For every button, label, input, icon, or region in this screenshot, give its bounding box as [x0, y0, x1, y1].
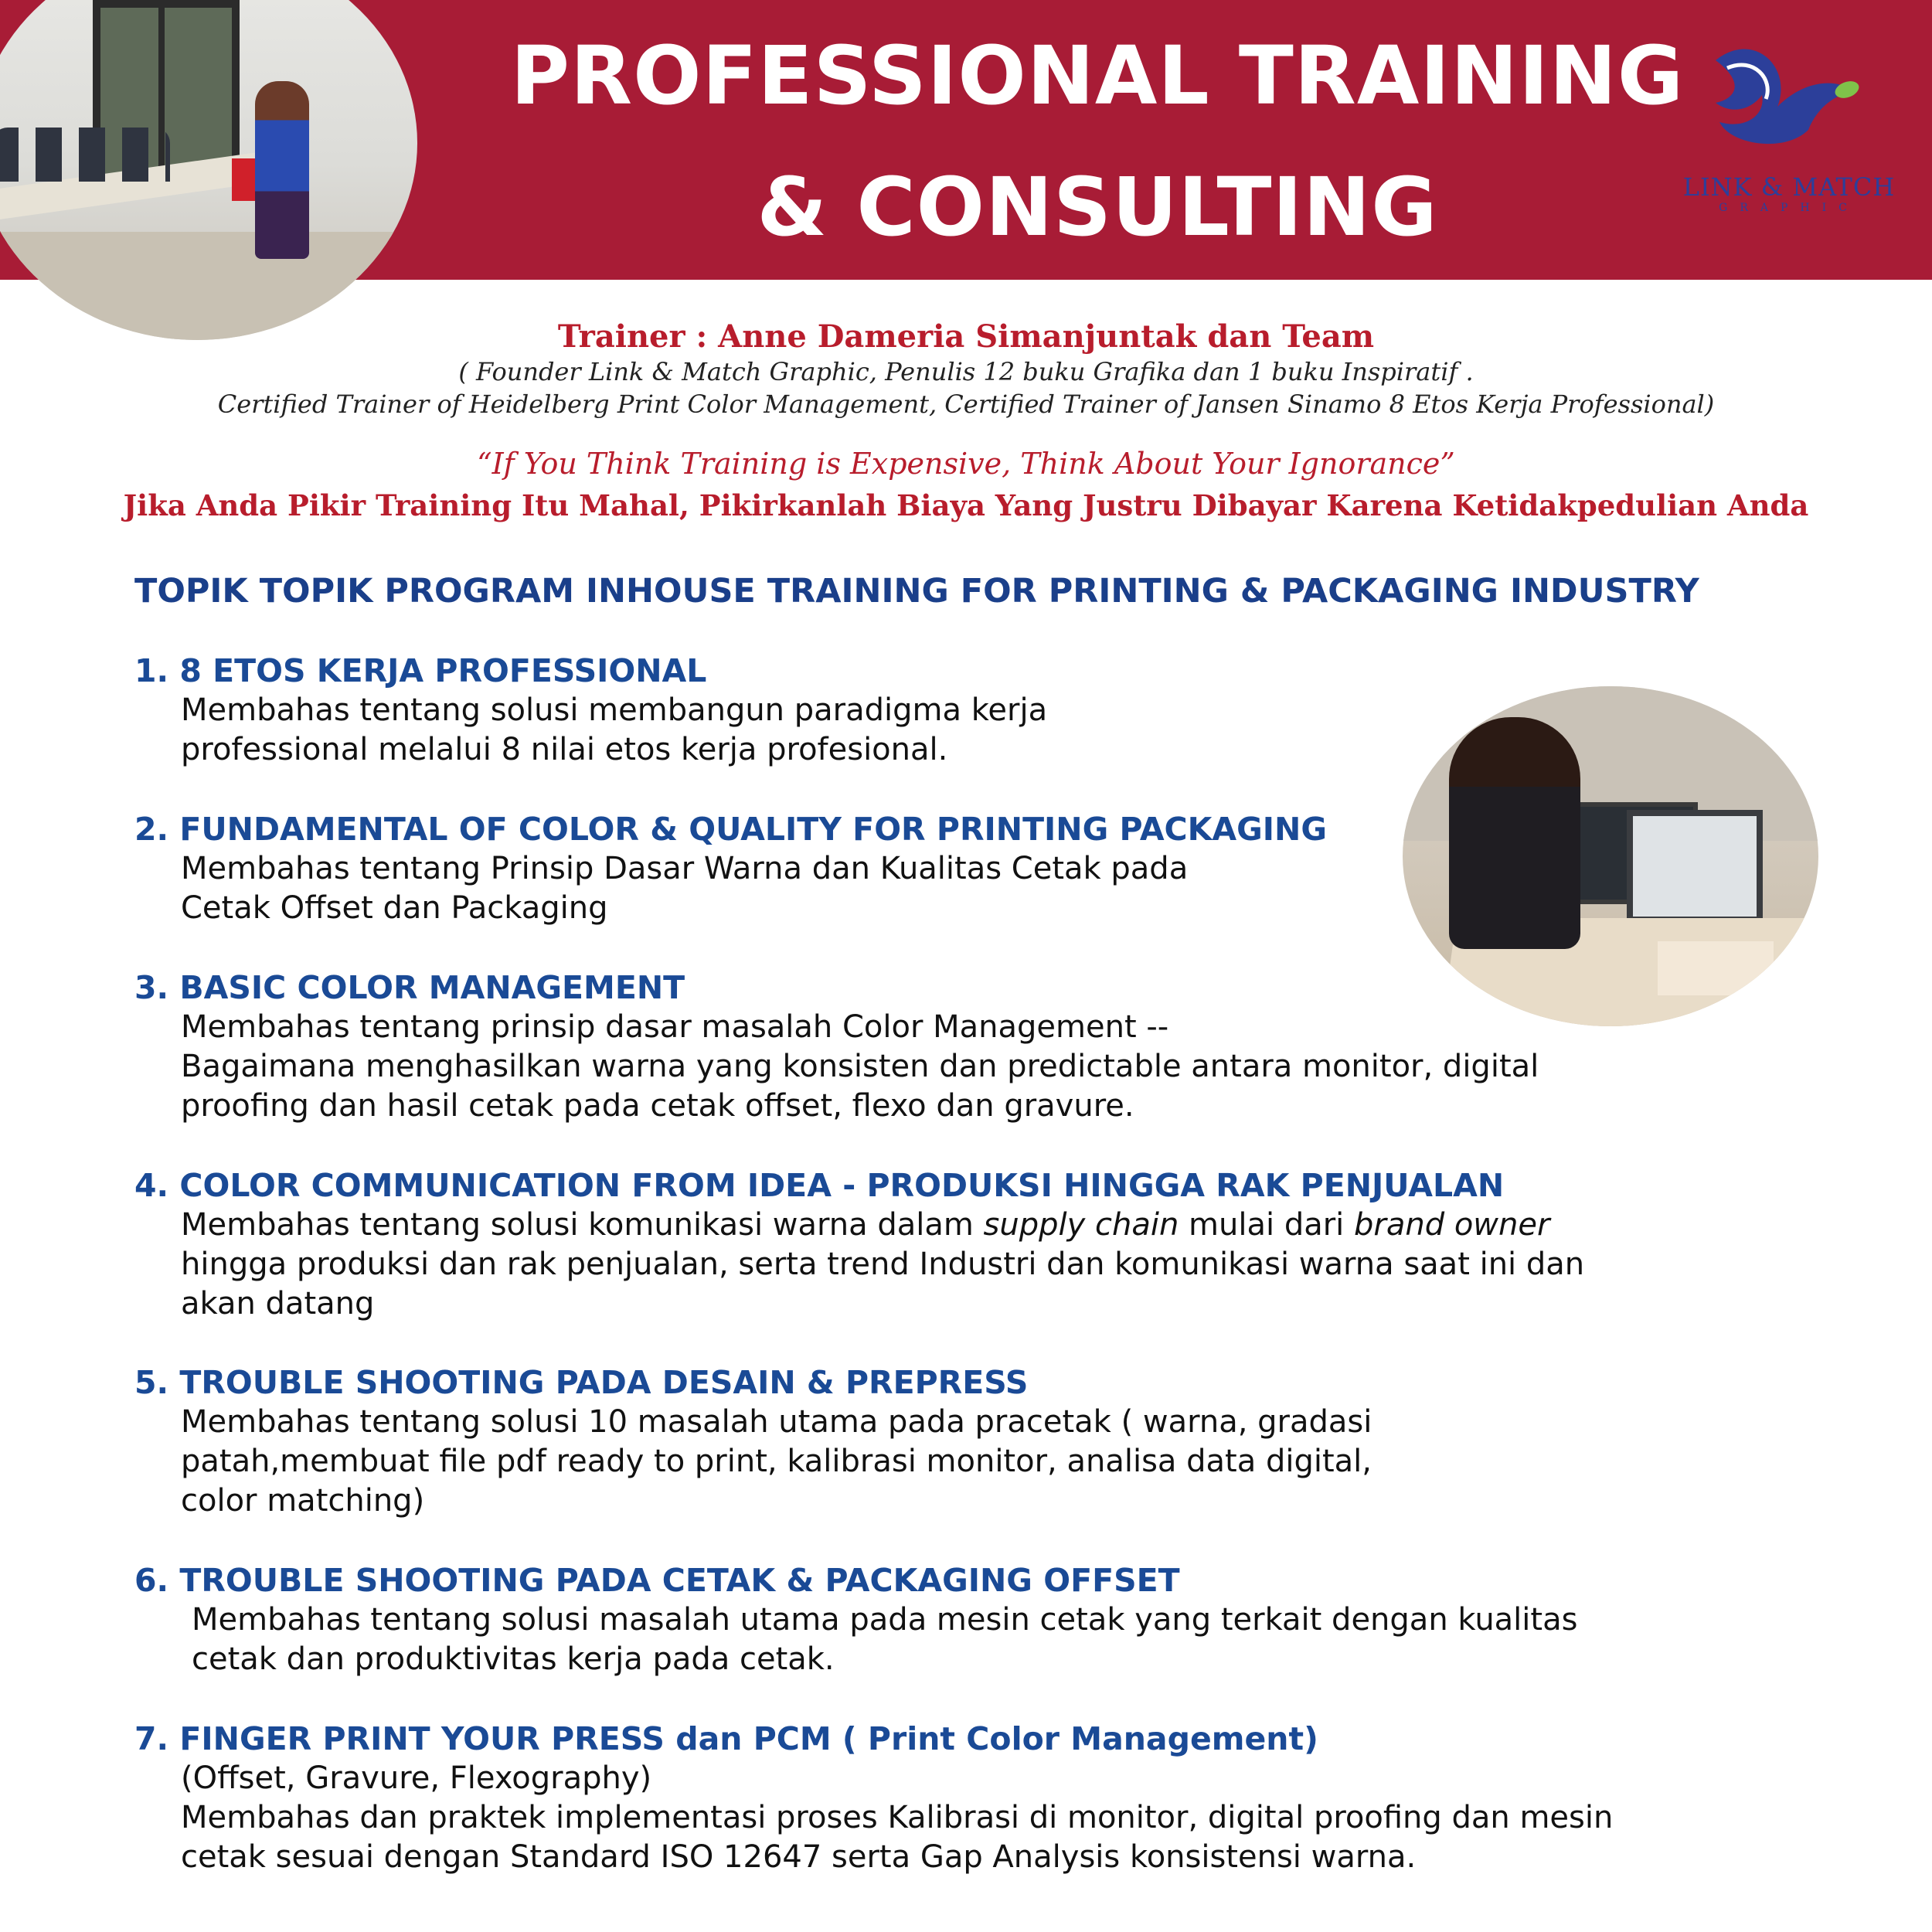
- topic-line: Bagaimana menghasilkan warna yang konsisten dan predictable antara monitor, digital: [181, 1049, 1539, 1084]
- topic-item: [134, 1165, 1873, 1324]
- topic-title: 5. TROUBLE SHOOTING PADA DESAIN & PREPRESS: [134, 1364, 1029, 1401]
- topic-title: 1. 8 ETOS KERJA PROFESSIONAL: [134, 652, 707, 689]
- topic-line: cetak dan produktivitas kerja pada cetak.: [192, 1641, 835, 1677]
- topic-description: [134, 1600, 1873, 1679]
- topic-line: Cetak Offset dan Packaging: [181, 890, 608, 926]
- topic-item: [134, 809, 1873, 928]
- topic-title: 2. FUNDAMENTAL OF COLOR & QUALITY FOR PRINTING PACKAGING: [134, 811, 1328, 848]
- logo-subtitle: GRAPHIC: [1719, 202, 1859, 214]
- topic-description: [134, 691, 1873, 770]
- topic-description: [134, 1403, 1873, 1521]
- topic-item: [134, 1719, 1873, 1877]
- topic-line: patah,membuat file pdf ready to print, kalibrasi monitor, analisa data digital,: [181, 1444, 1372, 1479]
- page-title-line-1: PROFESSIONAL TRAINING: [510, 29, 1685, 123]
- topic-line: Membahas dan praktek implementasi proses Kalibrasi di monitor, digital proofing dan mesin: [181, 1800, 1614, 1835]
- logo-name: LINK & MATCH: [1682, 172, 1896, 202]
- topic-title: 6. TROUBLE SHOOTING PADA CETAK & PACKAGING OFFSET: [134, 1562, 1180, 1599]
- topic-item: [134, 1362, 1873, 1521]
- topic-title: 7. FINGER PRINT YOUR PRESS dan PCM ( Print Color Management): [134, 1720, 1318, 1757]
- trainer-credentials-1: ( Founder Link & Match Graphic, Penulis 12 buku Grafika dan 1 buku Inspiratif .: [458, 357, 1474, 386]
- quote-english: “If You Think Training is Expensive, Think About Your Ignorance”: [477, 447, 1455, 481]
- topics-heading: TOPIK TOPIK PROGRAM INHOUSE TRAINING FOR PRINTING & PACKAGING INDUSTRY: [134, 572, 1699, 611]
- topic-item: [134, 651, 1873, 770]
- topic-line: Membahas tentang solusi masalah utama pada mesin cetak yang terkait dengan kualitas: [192, 1602, 1578, 1638]
- quote-indonesian: Jika Anda Pikir Training Itu Mahal, Pikirkanlah Biaya Yang Justru Dibayar Karena Ketidakpedulian Anda: [123, 488, 1809, 522]
- trainer-credentials-2: Certified Trainer of Heidelberg Print Color Management, Certified Trainer of Jansen Sinamo 8 Etos Kerja Professional): [217, 389, 1715, 419]
- topic-description: [134, 1759, 1873, 1877]
- topic-line: hingga produksi dan rak penjualan, serta trend Industri dan komunikasi warna saat ini dan: [181, 1247, 1585, 1282]
- topic-line: professional melalui 8 nilai etos kerja profesional.: [181, 732, 948, 767]
- topic-title: 4. COLOR COMMUNICATION FROM IDEA - PRODUKSI HINGGA RAK PENJUALAN: [134, 1167, 1505, 1204]
- topic-line: color matching): [181, 1483, 425, 1519]
- trainer-name: Trainer : Anne Dameria Simanjuntak dan Team: [557, 318, 1375, 355]
- topic-line: Membahas tentang solusi komunikasi warna dalam supply chain mulai dari brand owner: [181, 1207, 1550, 1243]
- topic-description: [134, 849, 1873, 928]
- topic-line: Membahas tentang solusi membangun paradigma kerja: [181, 692, 1048, 728]
- topic-item: [134, 968, 1873, 1126]
- topic-line: proofing dan hasil cetak pada cetak offset, flexo dan gravure.: [181, 1088, 1134, 1124]
- link-and-match-logo: [1662, 31, 1917, 214]
- topic-line: akan datang: [181, 1286, 375, 1321]
- topic-description: [134, 1206, 1873, 1324]
- topic-line: (Offset, Gravure, Flexography): [181, 1760, 652, 1796]
- classroom-training-photo: [0, 0, 417, 340]
- bird-logo-icon: [1700, 37, 1878, 153]
- topic-line: Membahas tentang Prinsip Dasar Warna dan Kualitas Cetak pada: [181, 851, 1189, 886]
- topic-item: [134, 1560, 1873, 1679]
- topic-line: Membahas tentang prinsip dasar masalah Color Management --: [181, 1009, 1169, 1045]
- page-title-line-2: & CONSULTING: [757, 160, 1438, 254]
- topic-line: cetak sesuai dengan Standard ISO 12647 serta Gap Analysis konsistensi warna.: [181, 1839, 1417, 1875]
- topic-description: [134, 1008, 1873, 1126]
- topic-title: 3. BASIC COLOR MANAGEMENT: [134, 969, 685, 1006]
- topic-line: Membahas tentang solusi 10 masalah utama pada pracetak ( warna, gradasi: [181, 1404, 1372, 1440]
